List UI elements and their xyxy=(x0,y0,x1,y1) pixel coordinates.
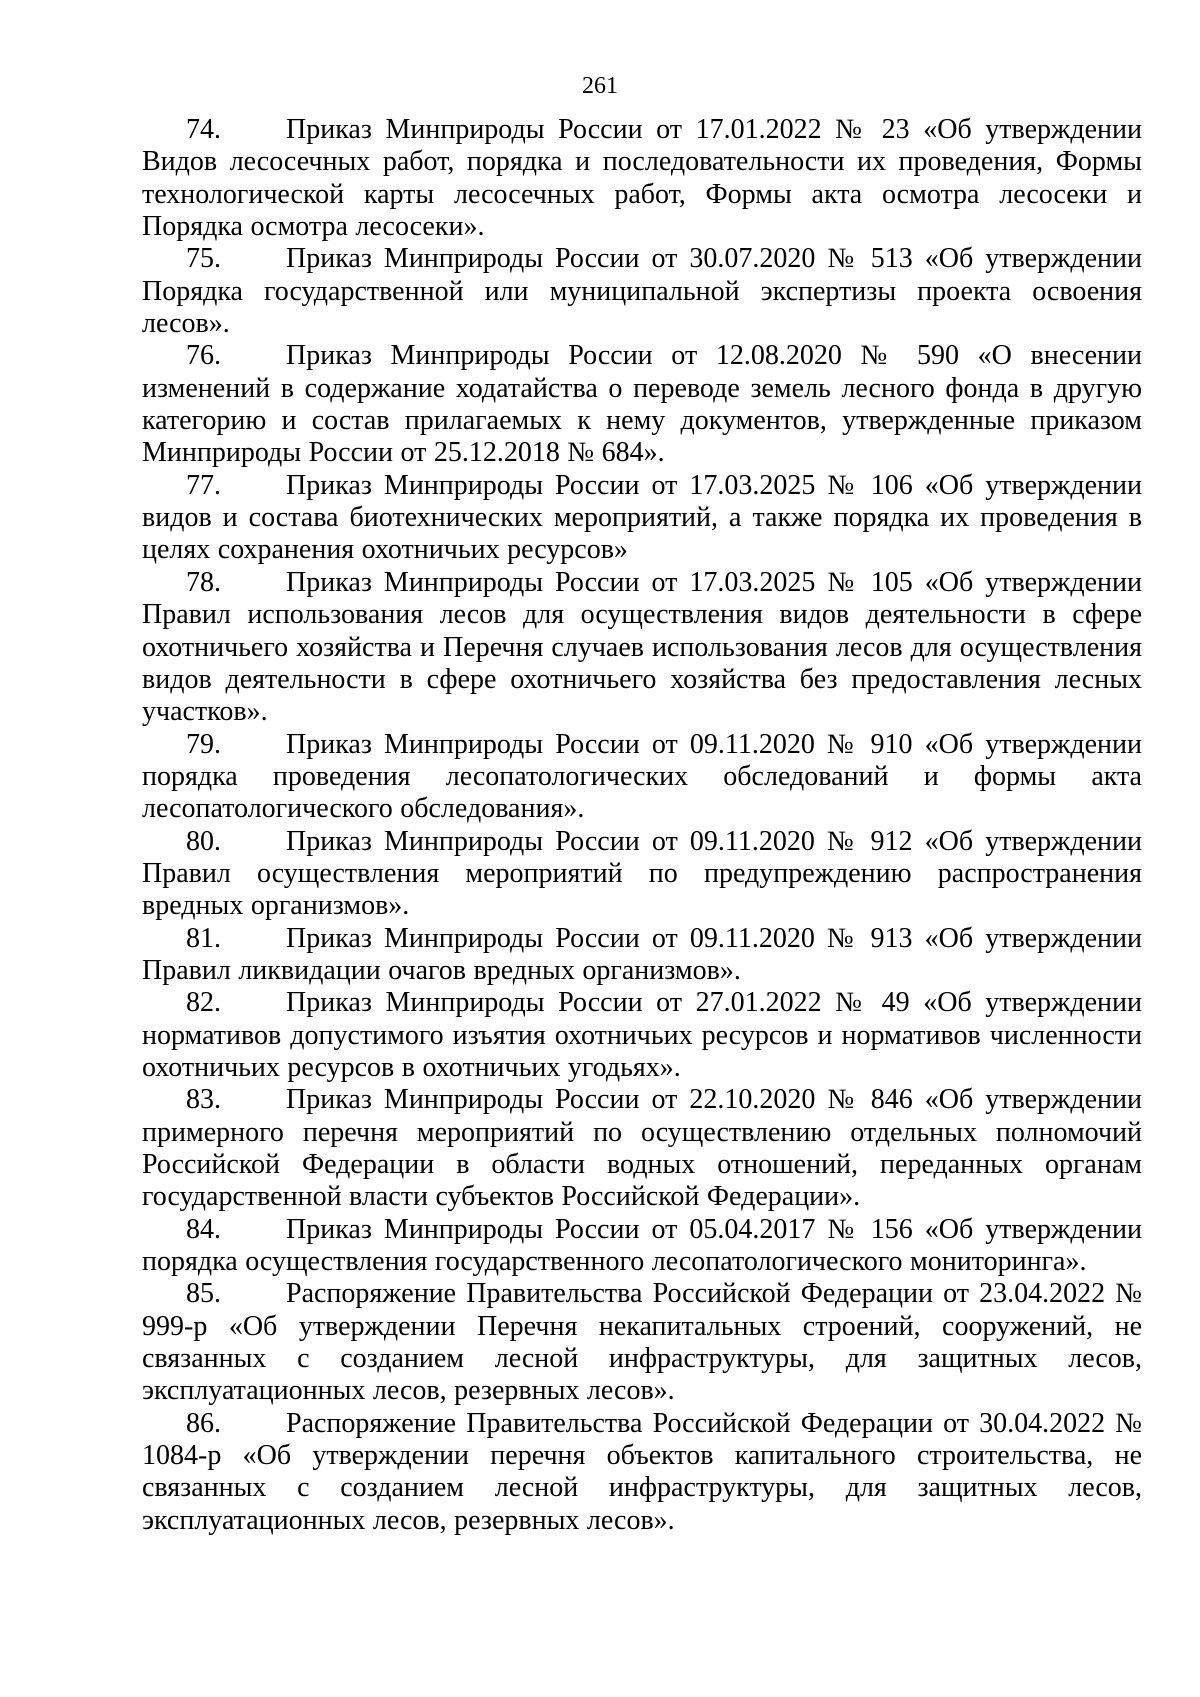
list-item xyxy=(142,567,1142,729)
list-item xyxy=(142,243,1142,340)
list-item xyxy=(142,923,1142,988)
item-number: 84. xyxy=(186,1213,221,1245)
list-item xyxy=(142,1278,1142,1407)
item-number: 80. xyxy=(186,825,221,857)
list-item xyxy=(142,1084,1142,1213)
list-item xyxy=(142,826,1142,923)
item-text: Приказ Минприроды России от 09.11.2020 № 913 «Об утверждении Правил ликвидации очагов вредных организмов». xyxy=(142,922,1142,986)
item-text: Приказ Минприроды России от 09.11.2020 № 910 «Об утверждении порядка проведения лесопатологических обследований и формы акта лесопатологического обследования». xyxy=(142,728,1142,825)
list-item xyxy=(142,114,1142,243)
item-number: 86. xyxy=(186,1407,221,1439)
list-item xyxy=(142,987,1142,1084)
item-number: 75. xyxy=(186,243,221,275)
list-item xyxy=(142,1408,1142,1537)
item-number: 81. xyxy=(186,922,221,954)
item-text: Приказ Минприроды России от 05.04.2017 № 156 «Об утверждении порядка осуществления государственного лесопатологического мониторинга». xyxy=(142,1213,1142,1278)
item-text: Приказ Минприроды России от 30.07.2020 № 513 «Об утверждении Порядка государственной или муниципальной экспертизы проекта освоения лесов». xyxy=(142,243,1142,340)
document-list xyxy=(142,114,1142,1537)
item-text: Приказ Минприроды России от 17.03.2025 № 105 «Об утверждении Правил использования лесов для осуществления видов деятельности в сфере охотничьего хозяйства и Перечня случаев использования лесов для осуществления видов деятельности в сфере охотничьего хозяйства без предоставления лесных участков». xyxy=(142,566,1142,728)
item-text: Приказ Минприроды России от 12.08.2020 № 590 «О внесении изменений в содержание ходатайства о переводе земель лесного фонда в другую категорию и состав прилагаемых к нему документов, утвержденные приказом Минприроды России от 25.12.2018 № 684». xyxy=(142,340,1142,469)
item-number: 77. xyxy=(186,469,221,501)
item-text: Приказ Минприроды России от 17.03.2025 № 106 «Об утверждении видов и состава биотехнических мероприятий, а также порядка их проведения в целях сохранения охотничьих ресурсов» xyxy=(142,469,1142,566)
list-item xyxy=(142,1214,1142,1279)
item-number: 82. xyxy=(186,987,221,1019)
list-item xyxy=(142,470,1142,567)
item-number: 85. xyxy=(186,1278,221,1310)
list-item xyxy=(142,340,1142,469)
item-text: Приказ Минприроды России от 17.01.2022 № 23 «Об утверждении Видов лесосечных работ, порядка и последовательности их проведения, Формы технологической карты лесосечных работ, Формы акта осмотра лесосеки и Порядка осмотра лесосеки». xyxy=(142,114,1142,243)
item-number: 79. xyxy=(186,728,221,760)
list-item xyxy=(142,729,1142,826)
item-number: 83. xyxy=(186,1084,221,1116)
item-text: Распоряжение Правительства Российской Федерации от 23.04.2022 № 999-р «Об утверждении Перечня некапитальных строений, сооружений, не связанных с созданием лесной инфраструктуры, для защитных лесов, эксплуатационных лесов, резервных лесов». xyxy=(142,1278,1142,1407)
item-number: 76. xyxy=(186,340,221,372)
item-text: Распоряжение Правительства Российской Федерации от 30.04.2022 № 1084-р «Об утверждении перечня объектов капитального строительства, не связанных с созданием лесной инфраструктуры, для защитных лесов, эксплуатационных лесов, резервных лесов». xyxy=(142,1407,1142,1536)
item-text: Приказ Минприроды России от 09.11.2020 № 912 «Об утверждении Правил осуществления мероприятий по предупреждению распространения вредных организмов». xyxy=(142,825,1142,922)
item-number: 74. xyxy=(186,114,221,145)
item-text: Приказ Минприроды России от 27.01.2022 № 49 «Об утверждении нормативов допустимого изъятия охотничьих ресурсов и нормативов численности охотничьих ресурсов в охотничьих угодьях». xyxy=(142,987,1142,1083)
item-text: Приказ Минприроды России от 22.10.2020 № 846 «Об утверждении примерного перечня мероприятий по осуществлению отдельных полномочий Российской Федерации в области водных отношений, переданных органам государственной власти субъектов Российской Федерации». xyxy=(142,1084,1142,1213)
item-number: 78. xyxy=(186,566,221,598)
page-number: 261 xyxy=(582,73,618,99)
